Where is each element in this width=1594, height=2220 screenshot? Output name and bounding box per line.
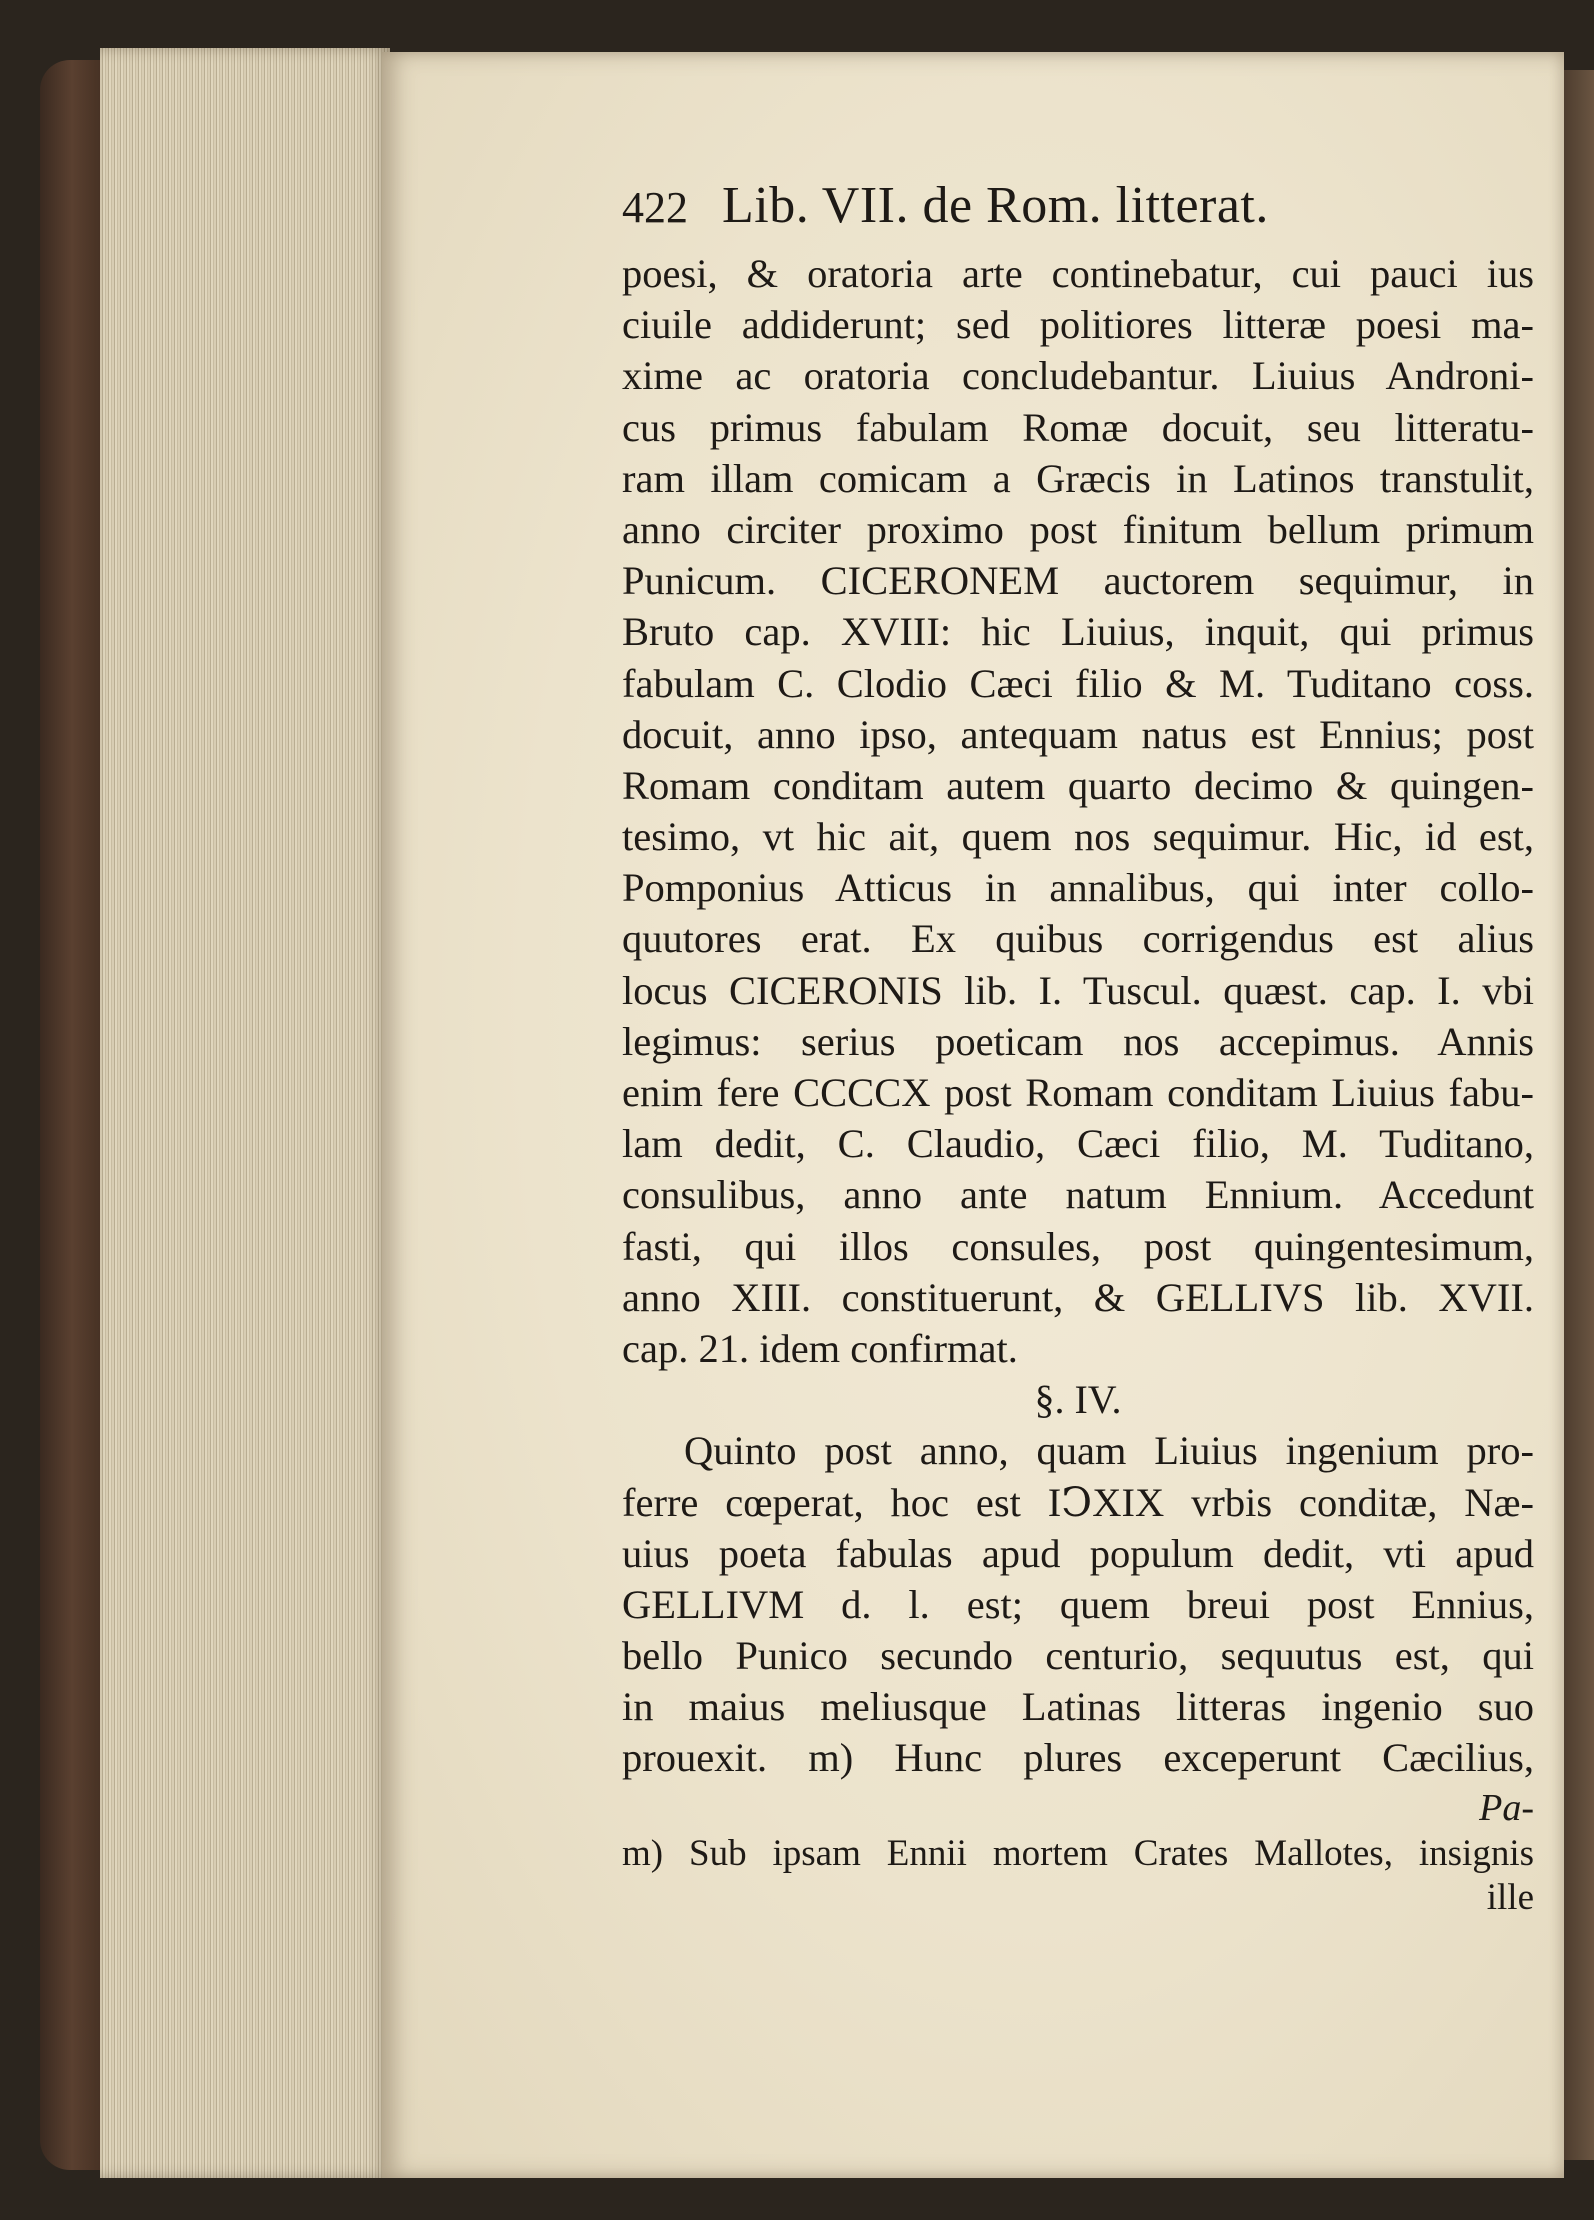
section-heading: §. IV.	[1034, 1377, 1122, 1423]
text-block	[622, 177, 1534, 1920]
text-line: fabulam C. Clodio Cæci filio & M. Tuditano coss.	[622, 660, 1534, 706]
footnote	[622, 1832, 1534, 1920]
text-line: locus CICERONIS lib. I. Tuscul. quæst. cap. I. vbi	[622, 967, 1534, 1013]
text-line: Bruto cap. XVIII: hic Liuius, inquit, qui primus	[622, 609, 1534, 655]
text-line: enim fere CCCCX post Romam conditam Liuius fabu-	[622, 1070, 1534, 1115]
text-line: Punicum. CICERONEM auctorem sequimur, in	[622, 558, 1534, 604]
text-line: tesimo, vt hic ait, quem nos sequimur. Hic, id est,	[622, 814, 1534, 860]
page-edges	[100, 48, 390, 2178]
page-number: 422	[622, 183, 688, 232]
text-line: anno XIII. constituerunt, & GELLIVS lib. XVII.	[622, 1274, 1534, 1320]
text-line: cap. 21. idem confirmat.	[622, 1325, 1018, 1371]
text-line: Quinto post anno, quam Liuius ingenium pro-	[684, 1428, 1534, 1474]
text-line: consulibus, anno ante natum Ennium. Accedunt	[622, 1172, 1534, 1218]
text-line: bello Punico secundo centurio, sequutus est, qui	[622, 1633, 1534, 1679]
text-line: xime ac oratoria concludebantur. Liuius Androni-	[622, 353, 1534, 399]
section-paragraph	[622, 1425, 1534, 1783]
page	[382, 52, 1564, 2178]
text-line: fasti, qui illos consules, post quingentesimum,	[622, 1223, 1534, 1269]
running-title: Lib. VII. de Rom. litterat.	[722, 177, 1269, 234]
text-line: uius poeta fabulas apud populum dedit, vti apud	[622, 1530, 1534, 1576]
text-line: poesi, & oratoria arte continebatur, cui pauci ius	[622, 251, 1534, 296]
text-line: Pomponius Atticus in annalibus, qui inter collo-	[622, 865, 1534, 911]
running-head	[622, 177, 1534, 234]
text-line: lam dedit, C. Claudio, Cæci filio, M. Tuditano,	[622, 1121, 1534, 1167]
text-line: anno circiter proximo post finitum bellum primum	[622, 506, 1534, 552]
text-line: ram illam comicam a Græcis in Latinos transtulit,	[622, 455, 1534, 501]
body-paragraph	[622, 248, 1534, 1374]
facing-page-edge	[1560, 70, 1594, 2160]
text-line: quutores erat. Ex quibus corrigendus est alius	[622, 916, 1534, 962]
text-line: in maius meliusque Latinas litteras ingenio suo	[622, 1684, 1534, 1730]
footnote-line: m) Sub ipsam Ennii mortem Crates Mallotes, insignis	[622, 1832, 1534, 1874]
text-line: prouexit. m) Hunc plures exceperunt Cæcilius,	[622, 1735, 1534, 1781]
text-line: GELLIVM d. l. est; quem breui post Ennius,	[622, 1581, 1534, 1627]
text-line: cus primus fabulam Romæ docuit, seu litteratu-	[622, 404, 1534, 450]
text-line: docuit, anno ipso, antequam natus est Ennius; post	[622, 711, 1534, 757]
text-line: ciuile addiderunt; sed politiores litteræ poesi ma-	[622, 302, 1534, 348]
text-line: Romam conditam autem quarto decimo & quingen-	[622, 762, 1534, 808]
catchword: Pa-	[1479, 1786, 1534, 1829]
text-line: legimus: serius poeticam nos accepimus. Annis	[622, 1018, 1534, 1064]
footnote-catchword: ille	[1486, 1876, 1534, 1918]
text-line: ferre cœperat, hoc est IↃXIX vrbis conditæ, Næ-	[622, 1479, 1534, 1525]
